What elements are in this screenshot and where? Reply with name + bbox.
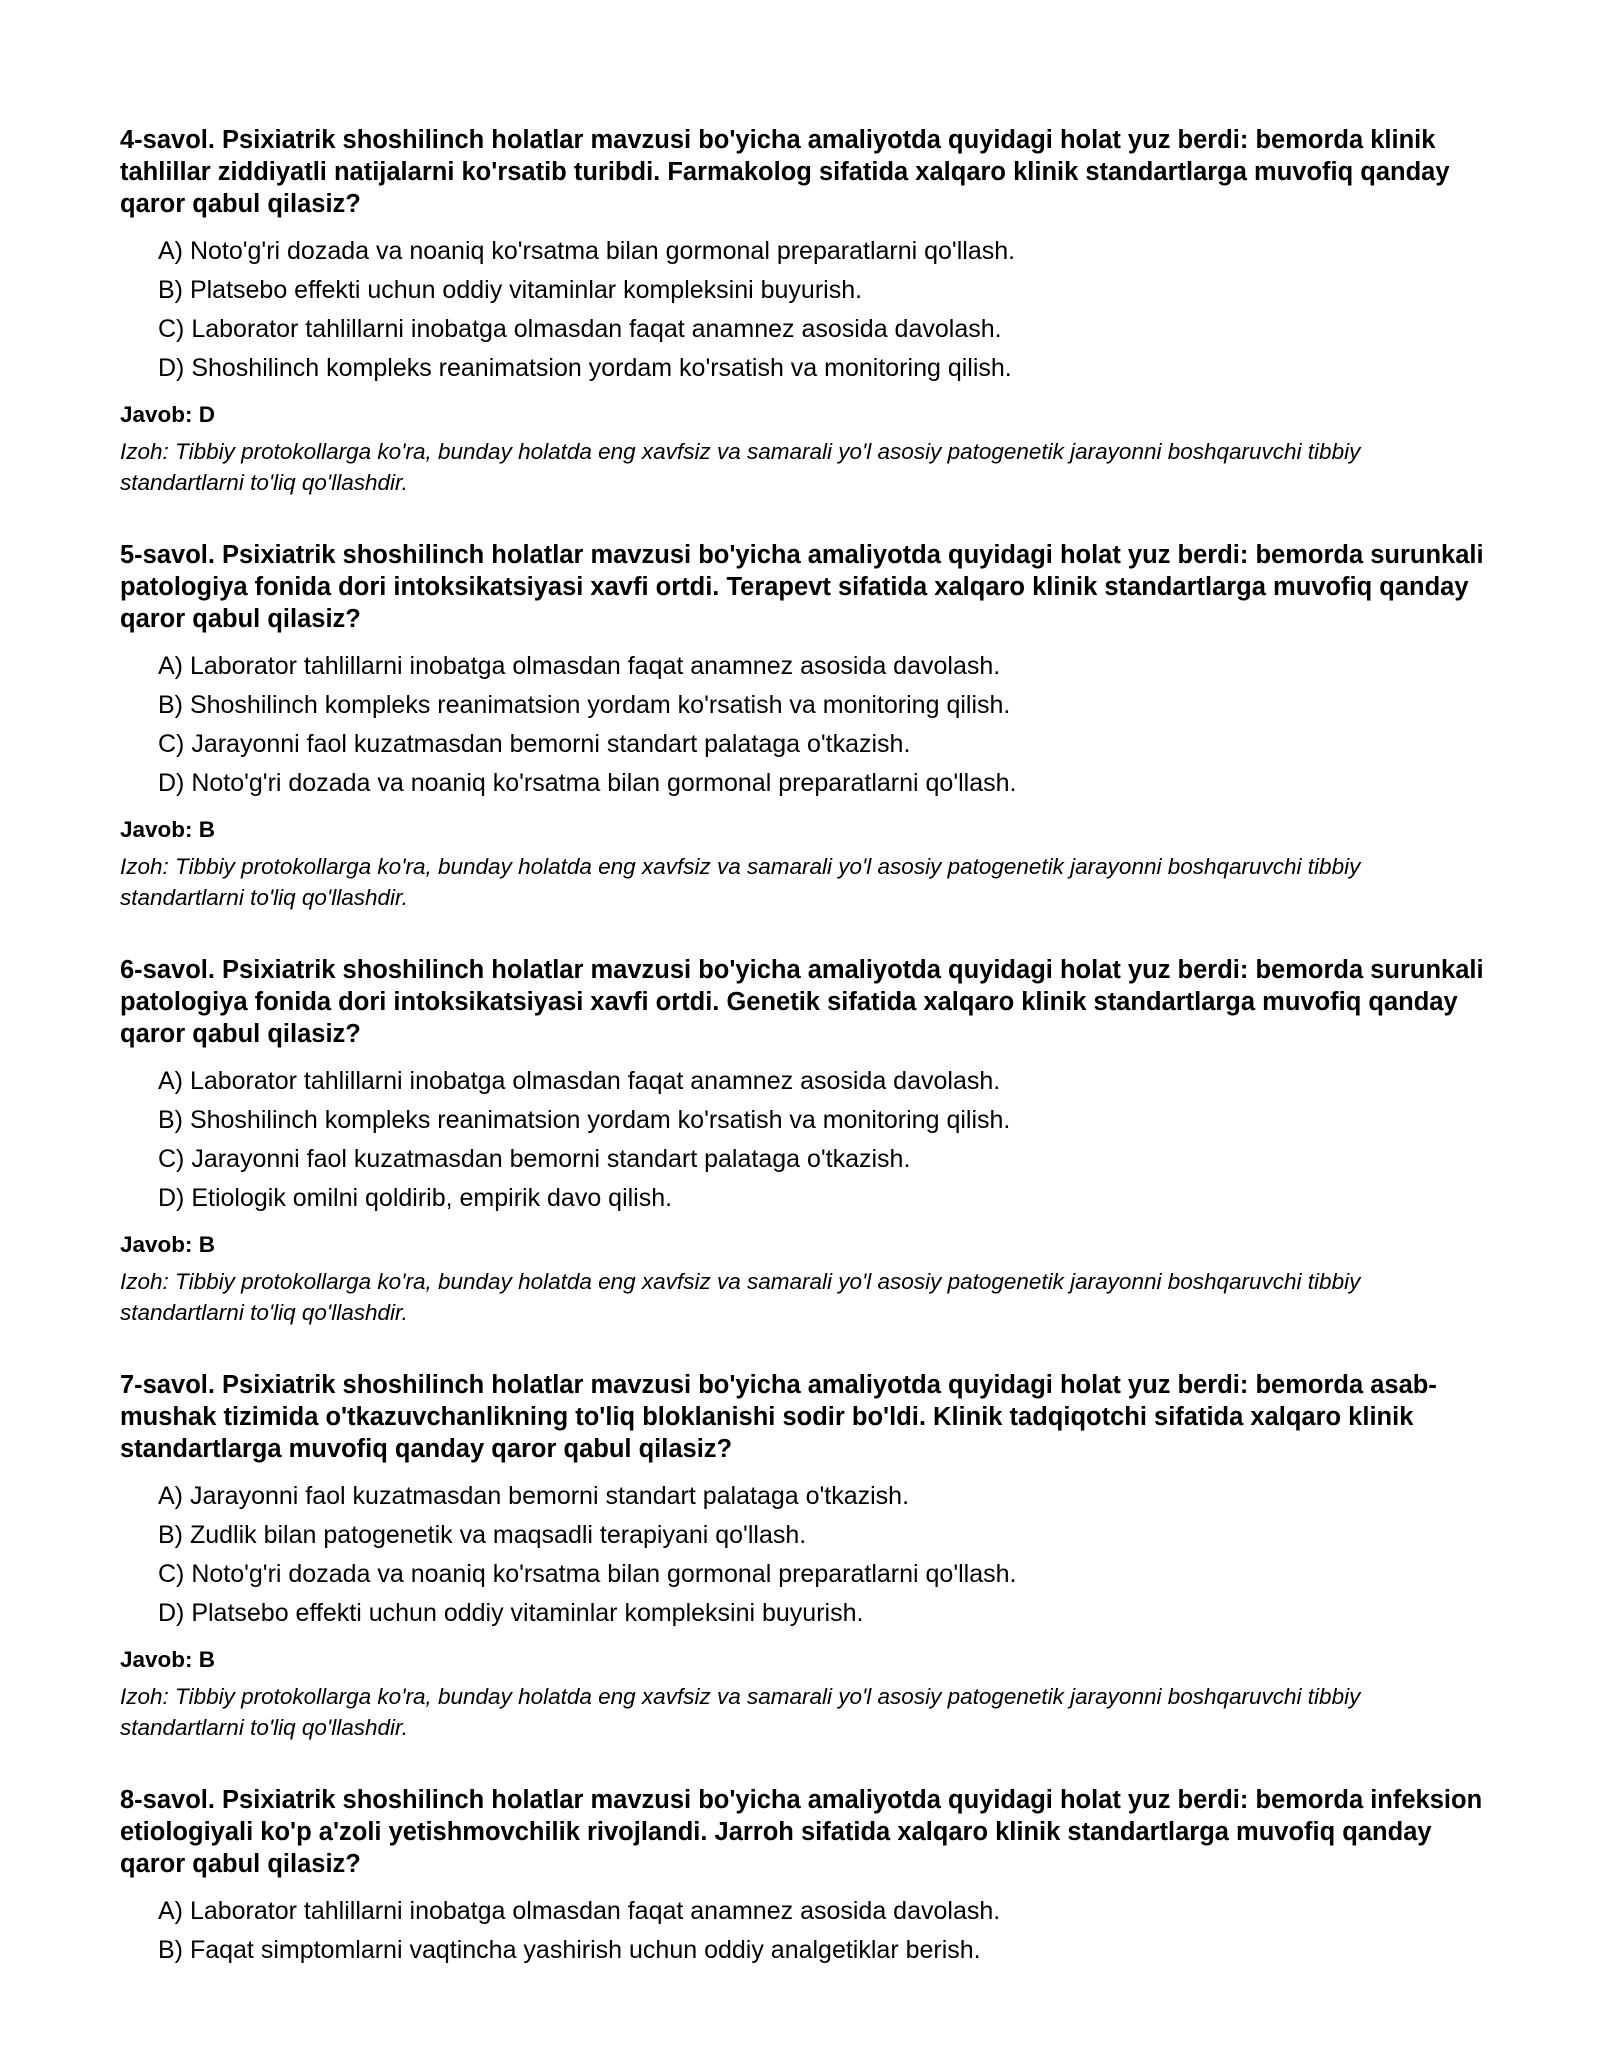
option-b: B) Platsebo effekti uchun oddiy vitaminlar kompleksini buyurish. <box>158 276 863 304</box>
option-d: D) Etiologik omilni qoldirib, empirik davo qilish. <box>158 1184 673 1212</box>
explanation-note: Izoh: Tibbiy protokollarga ko'ra, bunday holatda eng xavfsiz va samarali yo'l asosiy patogenetik jarayonni boshqaruvchi tibbiy standartlarni to'liq qo'llashdir. <box>120 1269 1361 1325</box>
options-list <box>120 1062 1500 1218</box>
option-c: C) Jarayonni faol kuzatmasdan bemorni standart palataga o'tkazish. <box>158 1145 911 1173</box>
option-c: C) Laborator tahlillarni inobatga olmasdan faqat anamnez asosida davolash. <box>158 315 1002 343</box>
question-title: 7-savol. Psixiatrik shoshilinch holatlar mavzusi bo'yicha amaliyotda quyidagi holat yuz berdi: bemorda asab-mushak tizimida o'tkazuvchanlikning to'liq bloklanishi sodir bo'ldi. Klinik tadqiqotchi sifatida xalqaro klinik standartlarga muvofiq qanday qaror qabul qilasiz? <box>120 1371 1437 1463</box>
options-list <box>120 1477 1500 1633</box>
answer-label: Javob: B <box>120 1232 216 1257</box>
answer-label: Javob: B <box>120 817 216 842</box>
question-title: 8-savol. Psixiatrik shoshilinch holatlar mavzusi bo'yicha amaliyotda quyidagi holat yuz berdi: bemorda infeksion etiologiyali ko'p a'zoli yetishmovchilik rivojlandi. Jarroh sifatida xalqaro klinik standartlarga muvofiq qanday qaror qabul qilasiz? <box>120 1786 1483 1878</box>
options-list <box>120 1892 1500 1970</box>
option-c: C) Noto'g'ri dozada va noaniq ko'rsatma bilan gormonal preparatlarni qo'llash. <box>158 1560 1017 1588</box>
question-block <box>120 539 1500 913</box>
option-a: A) Noto'g'ri dozada va noaniq ko'rsatma bilan gormonal preparatlarni qo'llash. <box>158 237 1016 265</box>
option-b: B) Shoshilinch kompleks reanimatsion yordam ko'rsatish va monitoring qilish. <box>158 691 1011 719</box>
explanation-note: Izoh: Tibbiy protokollarga ko'ra, bunday holatda eng xavfsiz va samarali yo'l asosiy patogenetik jarayonni boshqaruvchi tibbiy standartlarni to'liq qo'llashdir. <box>120 854 1361 910</box>
option-c: C) Jarayonni faol kuzatmasdan bemorni standart palataga o'tkazish. <box>158 730 911 758</box>
question-title: 5-savol. Psixiatrik shoshilinch holatlar mavzusi bo'yicha amaliyotda quyidagi holat yuz berdi: bemorda surunkali patologiya fonida dori intoksikatsiyasi xavfi ortdi. Terapevt sifatida xalqaro klinik standartlarga muvofiq qanday qaror qabul qilasiz? <box>120 541 1484 633</box>
option-d: D) Shoshilinch kompleks reanimatsion yordam ko'rsatish va monitoring qilish. <box>158 354 1012 382</box>
options-list <box>120 232 1500 388</box>
option-a: A) Laborator tahlillarni inobatga olmasdan faqat anamnez asosida davolash. <box>158 652 1001 680</box>
option-a: A) Laborator tahlillarni inobatga olmasdan faqat anamnez asosida davolash. <box>158 1897 1001 1925</box>
question-block <box>120 954 1500 1328</box>
option-b: B) Faqat simptomlarni vaqtincha yashirish uchun oddiy analgetiklar berish. <box>158 1936 981 1964</box>
answer-label: Javob: B <box>120 1647 216 1672</box>
question-block <box>120 1784 1500 1970</box>
option-b: B) Shoshilinch kompleks reanimatsion yordam ko'rsatish va monitoring qilish. <box>158 1106 1011 1134</box>
answer-label: Javob: D <box>120 402 216 427</box>
option-b: B) Zudlik bilan patogenetik va maqsadli terapiyani qo'llash. <box>158 1521 807 1549</box>
option-d: D) Platsebo effekti uchun oddiy vitaminlar kompleksini buyurish. <box>158 1599 864 1627</box>
question-block <box>120 124 1500 498</box>
option-a: A) Laborator tahlillarni inobatga olmasdan faqat anamnez asosida davolash. <box>158 1067 1001 1095</box>
explanation-note: Izoh: Tibbiy protokollarga ko'ra, bunday holatda eng xavfsiz va samarali yo'l asosiy patogenetik jarayonni boshqaruvchi tibbiy standartlarni to'liq qo'llashdir. <box>120 439 1361 495</box>
options-list <box>120 647 1500 803</box>
explanation-note: Izoh: Tibbiy protokollarga ko'ra, bunday holatda eng xavfsiz va samarali yo'l asosiy patogenetik jarayonni boshqaruvchi tibbiy standartlarni to'liq qo'llashdir. <box>120 1684 1361 1740</box>
question-title: 4-savol. Psixiatrik shoshilinch holatlar mavzusi bo'yicha amaliyotda quyidagi holat yuz berdi: bemorda klinik tahlillar ziddiyatli natijalarni ko'rsatib turibdi. Farmakolog sifatida xalqaro klinik standartlarga muvofiq qanday qaror qabul qilasiz? <box>120 126 1450 218</box>
question-block <box>120 1369 1500 1743</box>
option-d: D) Noto'g'ri dozada va noaniq ko'rsatma bilan gormonal preparatlarni qo'llash. <box>158 769 1017 797</box>
option-a: A) Jarayonni faol kuzatmasdan bemorni standart palataga o'tkazish. <box>158 1482 910 1510</box>
question-title: 6-savol. Psixiatrik shoshilinch holatlar mavzusi bo'yicha amaliyotda quyidagi holat yuz berdi: bemorda surunkali patologiya fonida dori intoksikatsiyasi xavfi ortdi. Genetik sifatida xalqaro klinik standartlarga muvofiq qanday qaror qabul qilasiz? <box>120 956 1484 1048</box>
